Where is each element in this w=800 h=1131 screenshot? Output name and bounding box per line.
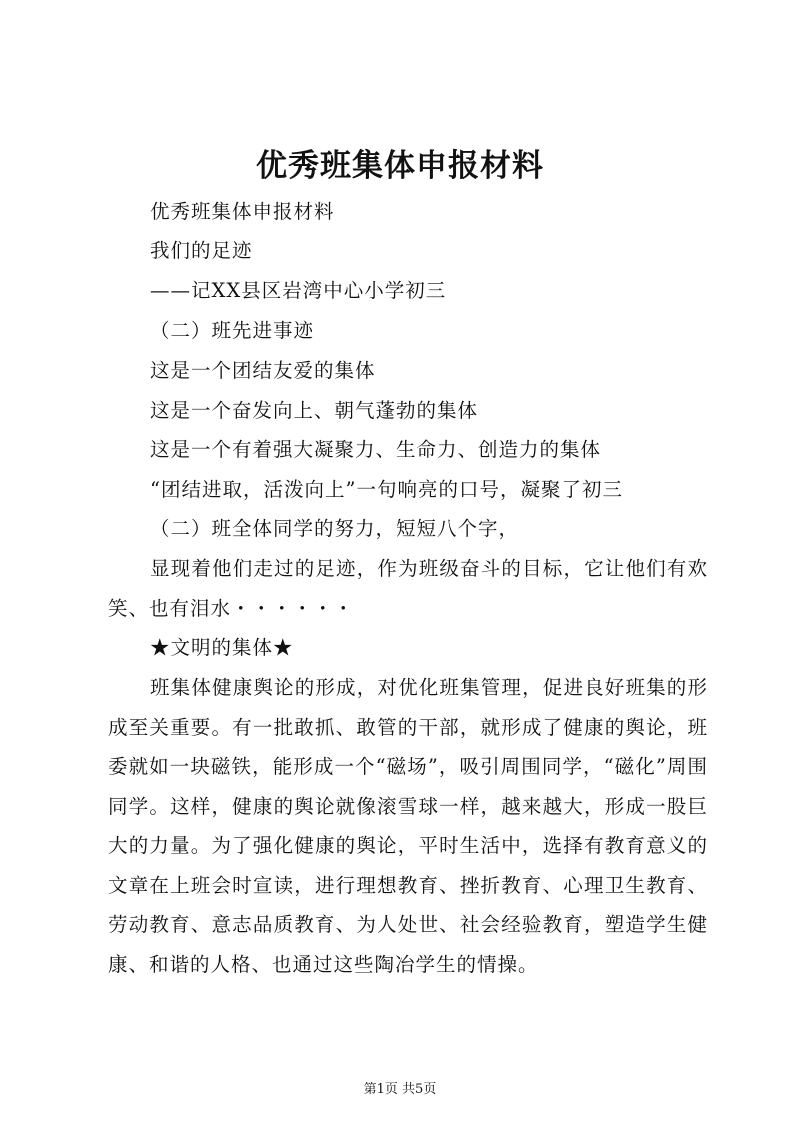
- subtitle-line: 优秀班集体申报材料: [150, 200, 335, 223]
- text-line: 这是一个团结友爱的集体: [150, 359, 376, 382]
- document-title: 优秀班集体申报材料: [256, 148, 544, 184]
- page-footer: 第1页 共5页: [363, 1082, 437, 1097]
- text-line: 这是一个有着强大凝聚力、生命力、创造力的集体: [150, 438, 602, 461]
- paragraph: 显现着他们走过的足迹，作为班级奋斗的目标，它让他们有欢笑、也有泪水・・・・・・: [108, 557, 708, 620]
- paragraph: 班集体健康舆论的形成，对优化班集管理，促进良好班集的形成至关重要。有一批敢抓、敢管的干部，就形成了健康的舆论，班委就如一块磁铁，能形成一个“磁场”，吸引周围同学，“磁化”周围同学。这样，健康的舆论就像滚雪球一样，越来越大，形成一股巨大的力量。为了强化健康的舆论，平时生活中，选择有教育意义的文章在上班会时宣读，进行理想教育、挫折教育、心理卫生教育、劳动教育、意志品质教育、为人处世、社会经验教育，塑造学生健康、和谐的人格、也通过这些陶冶学生的情操。: [108, 676, 708, 976]
- text-line: （二）班全体同学的努力，短短八个字，: [150, 517, 520, 540]
- heading-class-deeds: （二）班先进事迹: [150, 319, 315, 342]
- heading-footprints: 我们的足迹: [150, 239, 253, 262]
- text-line: 这是一个奋发向上、朝气蓬勃的集体: [150, 399, 479, 422]
- section-heading: ★文明的集体★: [150, 636, 294, 659]
- text-line: “团结进取，活泼向上”一句响亮的口号，凝聚了初三: [150, 478, 623, 501]
- heading-record: ——记XX县区岩湾中心小学初三: [150, 279, 447, 302]
